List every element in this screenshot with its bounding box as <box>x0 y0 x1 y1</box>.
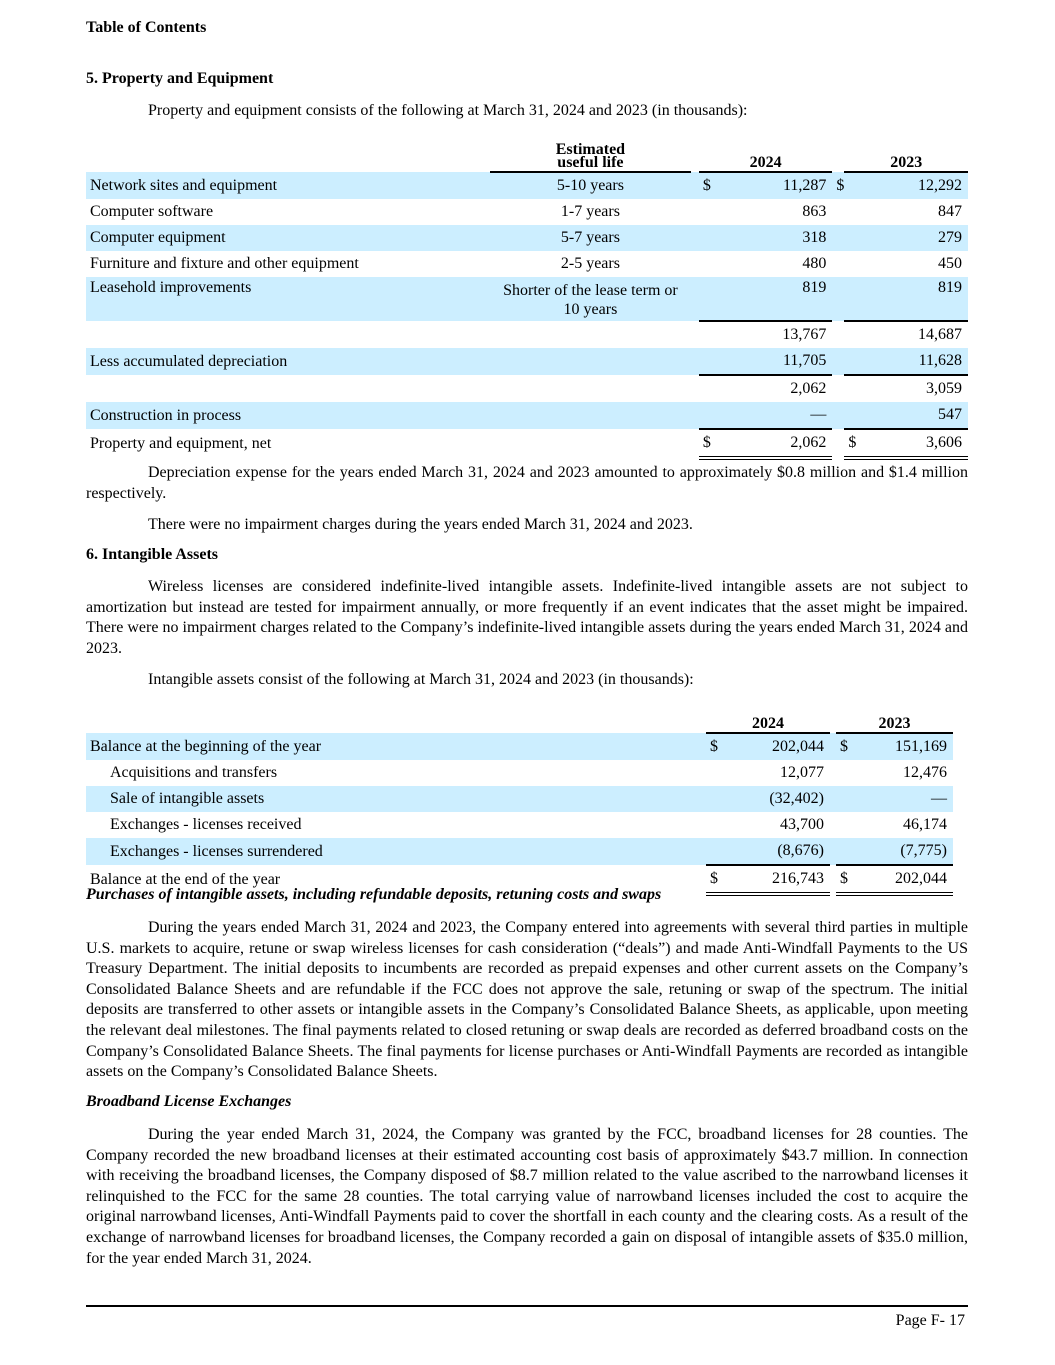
col-header-2023: 2023 <box>844 138 968 172</box>
table-header-row <box>86 138 968 172</box>
table-row: Construction in process — 547 <box>86 402 968 429</box>
col-header-2023: 2023 <box>836 704 953 733</box>
depreciation-paragraph: Depreciation expense for the years ended March 31, 2024 and 2023 amounted to approximately $0.8 million and $1.4 million respectively. <box>86 464 968 502</box>
table-row-total: Balance at the end of the year $ 216,743 $ 202,044 <box>86 865 953 894</box>
section-6-title: 6. Intangible Assets <box>86 546 219 563</box>
intangible-assets-table <box>86 704 953 896</box>
col-header-2024: 2024 <box>706 704 830 733</box>
table-row: Exchanges - licenses surrendered (8,676) (7,775) <box>86 838 953 865</box>
intangible-intro-paragraph: Wireless licenses are considered indefinite-lived intangible assets. Indefinite-lived intangible assets are not subject to amortization but instead are tested for impairment annually, or more frequently if an event indicates that the asset might be impaired. There were no impairment charges related to the Company’s indefinite-lived intangible assets during the years ended March 31, 2024 and 2023. <box>86 578 968 657</box>
table-row: Acquisitions and transfers 12,077 12,476 <box>110 764 947 781</box>
table-header-row <box>86 704 953 733</box>
page-number: Page F- 17 <box>895 1312 965 1329</box>
col-header-useful-life: Estimated useful life <box>490 138 691 172</box>
table-row: Furniture and fixture and other equipment 2-5 years 480 450 <box>90 255 962 272</box>
section-5-intro: Property and equipment consists of the following at March 31, 2024 and 2023 (in thousands): <box>148 102 748 119</box>
table-row: Balance at the beginning of the year $ 202,044 $ 151,169 <box>86 733 953 760</box>
table-row: Leasehold improvements Shorter of the lease term or 10 years 819 819 <box>86 277 968 321</box>
table-row: Computer software 1-7 years 863 847 <box>90 203 962 220</box>
section-5-title: 5. Property and Equipment <box>86 70 274 87</box>
purchases-subheading: Purchases of intangible assets, including refundable deposits, retuning costs and swaps <box>86 886 662 903</box>
table-row-total: Property and equipment, net $ 2,062 $ 3,606 <box>86 429 968 458</box>
table-row-subtotal: 2,062 3,059 <box>790 380 962 397</box>
table-row: Sale of intangible assets (32,402) — <box>86 786 953 812</box>
col-header-2024: 2024 <box>699 138 832 172</box>
property-equipment-table <box>86 138 968 460</box>
table-row: Less accumulated depreciation 11,705 11,628 <box>86 348 968 375</box>
footer-divider <box>86 1305 968 1307</box>
table-row: Network sites and equipment 5-10 years $ 11,287 $ 12,292 <box>86 172 968 199</box>
table-row: Computer equipment 5-7 years 318 279 <box>86 225 968 251</box>
table-row-subtotal: 13,767 14,687 <box>782 326 962 343</box>
impairment-paragraph: There were no impairment charges during the years ended March 31, 2024 and 2023. <box>148 516 693 533</box>
section-6-intro: Intangible assets consist of the following at March 31, 2024 and 2023 (in thousands): <box>148 671 694 688</box>
table-of-contents-link[interactable]: Table of Contents <box>86 19 207 36</box>
purchases-paragraph: During the years ended March 31, 2024 and 2023, the Company entered into agreements with several third parties in multiple U.S. markets to acquire, retune or swap wireless licenses for cash consideration (“deals”) and made Anti-Windfall Payments to the US Treasury Department. The initial deposits to incumbents are recorded as prepaid expenses and other current assets on the Company’s Consolidated Balance Sheets and are refundable if the FCC does not approve the sale, retuning or swap of the spectrum. The initial deposits are transferred to other assets or intangible assets in the Company’s Consolidated Balance Sheets, as applicable, upon meeting the relevant deal milestones. The final payments related to closed retuning or swap deals are recorded as deferred broadband costs on the Company’s Consolidated Balance Sheets. The final payments for license purchases or Anti-Windfall Payments are recorded as intangible assets on the Company’s Consolidated Balance Sheets. <box>86 919 968 1081</box>
broadband-subheading: Broadband License Exchanges <box>86 1093 292 1110</box>
table-row: Exchanges - licenses received 43,700 46,174 <box>110 816 947 833</box>
broadband-paragraph: During the year ended March 31, 2024, the Company was granted by the FCC, broadband licenses for 28 counties. The Company recorded the new broadband licenses at their estimated accounting cost basis of approximately $43.7 million. In connection with receiving the broadband licenses, the Company disposed of $8.7 million related to the value ascribed to the narrowband licenses it relinquished to the FCC for the same 28 counties. The total carrying value of narrowband licenses included the cost to acquire the original narrowband licenses, Anti-Windfall Payments paid to cover the shortfall in each county and the clearing costs. As a result of the exchange of narrowband licenses for broadband licenses, the Company recorded a gain on disposal of intangible assets of $35.0 million, for the year ended March 31, 2024. <box>86 1126 968 1267</box>
